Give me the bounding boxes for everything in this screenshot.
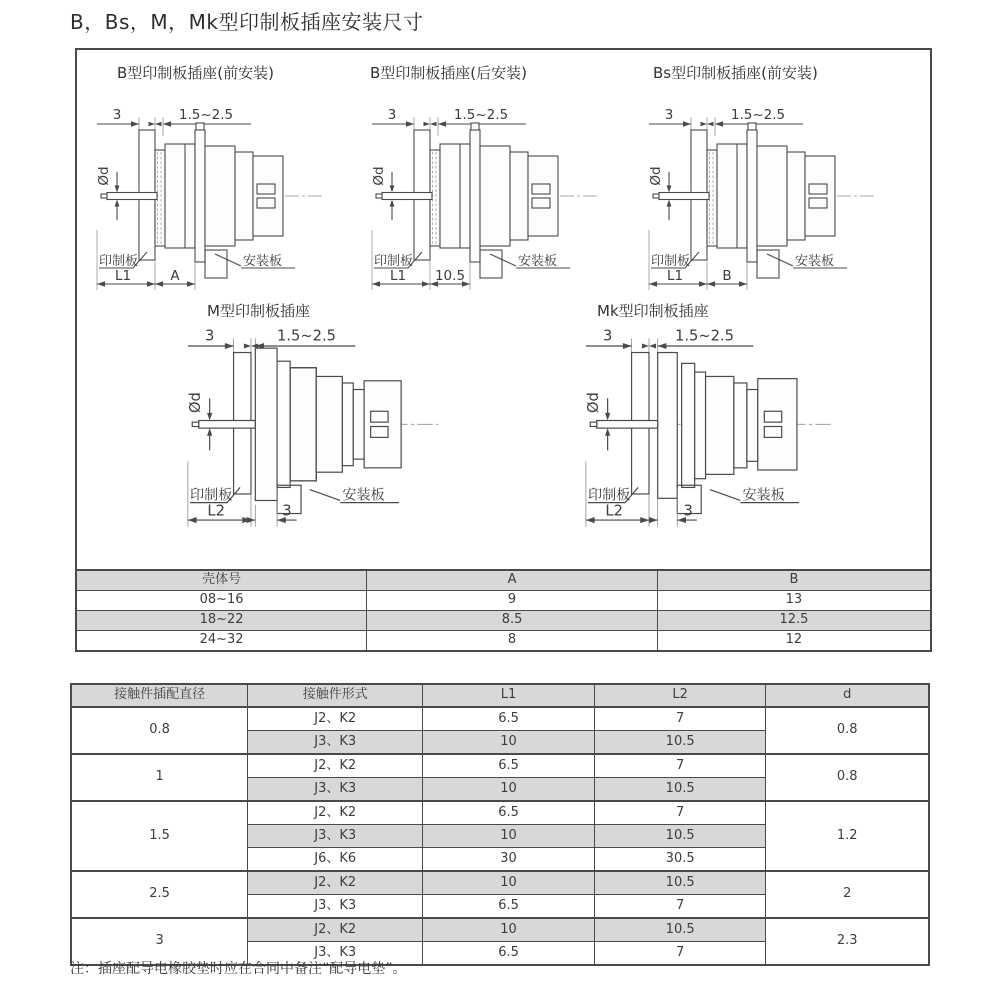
pcb-label: 印制板: [588, 487, 631, 504]
drawing-title-b-front: B型印制板插座(前安装): [117, 64, 274, 82]
table-cell: 30: [423, 848, 595, 872]
table-row: [71, 754, 929, 778]
diameter-cell: 3: [71, 918, 248, 965]
table-row: [71, 871, 929, 895]
table-cell: 7: [594, 801, 766, 825]
table-cell: 10.5: [594, 825, 766, 848]
diagram-bs-front: [639, 102, 889, 294]
dim-label: L1: [389, 268, 407, 284]
table-cell: 9: [367, 591, 658, 611]
dim-label: L1: [666, 268, 684, 284]
contact-dimension-table: [70, 683, 930, 966]
table-cell: 6.5: [423, 707, 595, 731]
mounting-plate-label: 安装板: [243, 254, 283, 269]
dim-label: 1.5~2.5: [674, 327, 734, 345]
table-row: [76, 591, 931, 611]
d-cell: 2: [766, 871, 929, 918]
column-header: 接触件插配直径: [71, 684, 248, 707]
table-cell: J2、K2: [248, 871, 423, 895]
column-header: L2: [594, 684, 766, 707]
table-header-row: [71, 684, 929, 707]
table-cell: J3、K3: [248, 895, 423, 919]
column-header: d: [766, 684, 929, 707]
dim-label: 3: [282, 502, 292, 520]
diagram-b-front: [87, 102, 337, 294]
table-cell: J2、K2: [248, 754, 423, 778]
table-cell: 30.5: [594, 848, 766, 872]
dim-label: L1: [114, 268, 132, 284]
table-row: [76, 631, 931, 652]
table-cell: J3、K3: [248, 778, 423, 802]
diameter-cell: 1.5: [71, 801, 248, 871]
pin-diameter-label: Ød: [371, 166, 387, 186]
table-cell: J3、K3: [248, 731, 423, 755]
pcb-label: 印制板: [99, 254, 139, 269]
dim-label: B: [722, 268, 732, 284]
table-cell: 7: [594, 895, 766, 919]
mounting-plate-label: 安装板: [518, 254, 558, 269]
page-title: B，Bs，M，Mk型印制板插座安装尺寸: [70, 10, 424, 34]
dim-label: A: [170, 268, 180, 284]
dim-label: 3: [204, 327, 215, 345]
mounting-plate-label: 安装板: [742, 487, 785, 504]
table-cell: 10.5: [594, 778, 766, 802]
table-cell: J6、K6: [248, 848, 423, 872]
table-cell: 12: [657, 631, 931, 652]
diameter-cell: 2.5: [71, 871, 248, 918]
table-cell: 6.5: [423, 895, 595, 919]
table-row: [76, 611, 931, 631]
table-cell: J3、K3: [248, 825, 423, 848]
dim-label: 1.5~2.5: [178, 107, 234, 123]
table-cell: 10: [423, 731, 595, 755]
drawings-panel: [75, 48, 932, 652]
dim-label: 10.5: [434, 268, 466, 284]
table-cell: 24~32: [76, 631, 367, 652]
table-cell: 7: [594, 754, 766, 778]
table-cell: 10: [423, 871, 595, 895]
dim-label: 1.5~2.5: [276, 327, 336, 345]
pcb-label: 印制板: [190, 487, 233, 504]
diagram-b-rear: [362, 102, 612, 294]
table-cell: 10.5: [594, 871, 766, 895]
table-cell: 7: [594, 707, 766, 731]
table-cell: 10.5: [594, 731, 766, 755]
column-header: 接触件形式: [248, 684, 423, 707]
column-header: A: [367, 570, 658, 591]
shell-size-table: [75, 569, 932, 652]
pcb-label: 印制板: [374, 254, 414, 269]
d-cell: 1.2: [766, 801, 929, 871]
table-cell: 8.5: [367, 611, 658, 631]
drawing-title-bs-front: Bs型印制板插座(前安装): [653, 64, 818, 82]
drawing-title-m: M型印制板插座: [207, 302, 310, 320]
table-cell: 10.5: [594, 918, 766, 942]
table-cell: J2、K2: [248, 918, 423, 942]
table-cell: 6.5: [423, 942, 595, 966]
table-cell: J2、K2: [248, 707, 423, 731]
table-cell: 08~16: [76, 591, 367, 611]
table-cell: 18~22: [76, 611, 367, 631]
table-cell: 10: [423, 778, 595, 802]
pin-diameter-label: Ød: [96, 166, 112, 186]
table-cell: 6.5: [423, 754, 595, 778]
diagram-mk: [575, 322, 847, 531]
column-header: B: [657, 570, 931, 591]
table-cell: 8: [367, 631, 658, 652]
table-cell: J3、K3: [248, 942, 423, 966]
dim-label: 1.5~2.5: [453, 107, 509, 123]
dim-label: L2: [605, 502, 623, 520]
d-cell: 0.8: [766, 754, 929, 801]
dim-label: 3: [683, 502, 693, 520]
dim-label: 3: [112, 107, 122, 123]
drawing-title-b-rear: B型印制板插座(后安装): [370, 64, 527, 82]
table-cell: J2、K2: [248, 801, 423, 825]
dim-label: 1.5~2.5: [730, 107, 786, 123]
d-cell: 0.8: [766, 707, 929, 754]
dim-label: 3: [387, 107, 397, 123]
mounting-plate-label: 安装板: [342, 487, 385, 504]
table-cell: 13: [657, 591, 931, 611]
table-cell: 12.5: [657, 611, 931, 631]
d-cell: 2.3: [766, 918, 929, 965]
drawing-title-mk: Mk型印制板插座: [597, 302, 709, 320]
table-cell: 10: [423, 918, 595, 942]
note-text: 注：插座配导电橡胶垫时应在合同中备注“配导电垫”。: [70, 961, 407, 977]
dim-label: 3: [664, 107, 674, 123]
dim-label: 3: [602, 327, 613, 345]
pin-diameter-label: Ød: [186, 392, 204, 414]
table-cell: 7: [594, 942, 766, 966]
column-header: 壳体号: [76, 570, 367, 591]
dim-label: L2: [207, 502, 225, 520]
table-row: [71, 918, 929, 942]
pcb-label: 印制板: [651, 254, 691, 269]
table-cell: 10: [423, 825, 595, 848]
column-header: L1: [423, 684, 595, 707]
mounting-plate-label: 安装板: [795, 254, 835, 269]
diameter-cell: 1: [71, 754, 248, 801]
table-row: [71, 707, 929, 731]
table-cell: 6.5: [423, 801, 595, 825]
diameter-cell: 0.8: [71, 707, 248, 754]
table-row: [71, 801, 929, 825]
table-header-row: [76, 570, 931, 591]
diagram-m: [177, 322, 449, 531]
pin-diameter-label: Ød: [584, 392, 602, 414]
pin-diameter-label: Ød: [648, 166, 664, 186]
